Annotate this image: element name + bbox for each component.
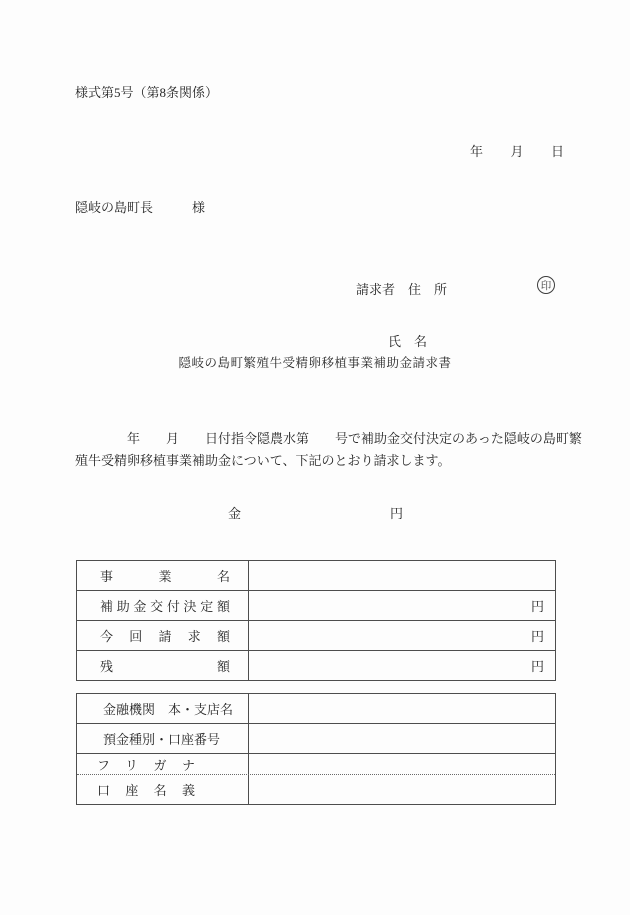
body-paragraph xyxy=(75,428,582,472)
table-row-account-type-number xyxy=(77,723,555,753)
seal-character: 印 xyxy=(540,280,552,292)
row-label-cell xyxy=(77,754,249,774)
business-name-label: 事業名 xyxy=(100,569,230,584)
date-line: 年 月 日 xyxy=(470,144,565,159)
amount-table xyxy=(76,560,556,681)
account-holder-value-cell xyxy=(249,775,555,804)
table-row-furigana xyxy=(77,753,555,774)
amount-prefix-kin: 金 xyxy=(228,506,242,521)
unit-suffix-yen: 円 xyxy=(530,629,544,644)
account-type-number-label: 預金種別・口座番号 xyxy=(103,732,221,747)
requester-name-label: 氏 名 xyxy=(388,334,428,349)
requester-block xyxy=(343,251,447,407)
amount-unit-yen: 円 xyxy=(390,506,404,521)
requester-address-label: 請求者 住 所 xyxy=(356,282,448,297)
form-number: 様式第5号（第8条関係） xyxy=(75,85,219,100)
current-request-amount-label: 今回請求額 xyxy=(100,629,230,644)
body-paragraph-line1: 年 月 日付指令隠農水第 号で補助金交付決定のあった隠岐の島町繁 xyxy=(75,431,582,446)
table-row-current-request-amount xyxy=(77,620,555,650)
unit-suffix-yen: 円 xyxy=(530,659,544,674)
row-label-cell xyxy=(77,694,249,723)
table-row-account-holder xyxy=(77,774,555,804)
account-type-number-value-cell xyxy=(249,724,555,753)
furigana-label: フリガナ xyxy=(97,757,195,773)
financial-institution-value-cell xyxy=(249,694,555,723)
row-label-cell xyxy=(77,775,249,804)
business-name-value-cell xyxy=(249,561,555,590)
current-request-amount-value-cell xyxy=(249,621,555,650)
remaining-amount-value-cell xyxy=(249,651,555,680)
furigana-value-cell xyxy=(249,754,555,774)
seal-stamp-icon xyxy=(537,276,555,294)
row-label-cell xyxy=(77,651,249,680)
addressee-mayor: 隠岐の島町長 様 xyxy=(75,200,206,215)
grant-decision-amount-value-cell xyxy=(249,591,555,620)
row-label-cell xyxy=(77,621,249,650)
account-holder-label: 口座名義 xyxy=(97,783,195,798)
remaining-amount-label: 残額 xyxy=(100,659,230,674)
bank-account-table xyxy=(76,693,556,805)
financial-institution-label: 金融機関 本・支店名 xyxy=(103,702,234,717)
row-label-cell xyxy=(77,591,249,620)
table-row-business-name xyxy=(77,561,555,590)
body-paragraph-line2: 殖牛受精卵移植事業補助金について、下記のとおり請求します。 xyxy=(75,453,451,468)
table-row-grant-decision-amount xyxy=(77,590,555,620)
table-row-financial-institution xyxy=(77,694,555,723)
unit-suffix-yen: 円 xyxy=(530,599,544,614)
grant-decision-amount-label: 補助金交付決定額 xyxy=(100,599,230,614)
table-row-remaining-amount xyxy=(77,650,555,680)
document-title: 隠岐の島町繁殖牛受精卵移植事業補助金請求書 xyxy=(178,356,452,370)
row-label-cell xyxy=(77,724,249,753)
row-label-cell xyxy=(77,561,249,590)
